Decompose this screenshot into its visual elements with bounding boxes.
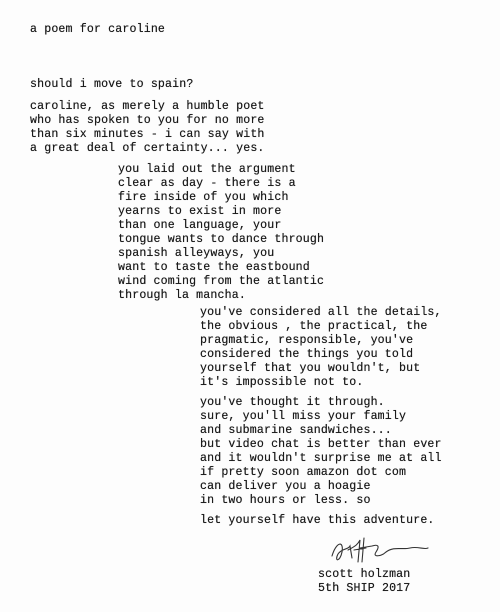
stanza-line: clear as day - there is a	[118, 177, 296, 190]
stanza-line: a great deal of certainty... yes.	[30, 142, 265, 155]
stanza-line: can deliver you a hoagie	[200, 480, 371, 493]
stanza-line: pragmatic, responsible, you've	[200, 334, 414, 347]
stanza-3	[200, 306, 442, 390]
stanza-line: the obvious , the practical, the	[200, 320, 428, 333]
stanza-line: you laid out the argument	[118, 163, 296, 176]
stanza-line: in two hours or less. so	[200, 494, 371, 507]
handwritten-signature	[328, 532, 432, 568]
stanza-line: if pretty soon amazon dot com	[200, 466, 407, 479]
closing-line: let yourself have this adventure.	[200, 514, 435, 527]
stanza-line: spanish alleyways, you	[118, 247, 275, 260]
stanza-1	[30, 100, 265, 156]
stanza-line: caroline, as merely a humble poet	[30, 100, 265, 113]
stanza-line: tongue wants to dance through	[118, 233, 325, 246]
stanza-line: yourself that you wouldn't, but	[200, 362, 421, 375]
stanza-4	[200, 396, 442, 508]
stanza-line: it's impossible not to.	[200, 376, 364, 389]
stanza-line: fire inside of you which	[118, 191, 289, 204]
stanza-line: sure, you'll miss your family	[200, 410, 407, 423]
poem-title: a poem for caroline	[30, 23, 166, 36]
stanza-line: considered the things you told	[200, 348, 414, 361]
stanza-line: yearns to exist in more	[118, 205, 282, 218]
dateline: 5th SHIP 2017	[318, 582, 411, 595]
stanza-line: than six minutes - i can say with	[30, 128, 265, 141]
stanza-2	[118, 163, 324, 303]
author-name: scott holzman	[318, 568, 411, 581]
stanza-line: and it wouldn't surprise me at all	[200, 452, 442, 465]
stanza-line: than one language, your	[118, 219, 282, 232]
stanza-line: you've thought it through.	[200, 396, 385, 409]
stanza-line: and submarine sandwiches...	[200, 424, 392, 437]
stanza-line: you've considered all the details,	[200, 306, 442, 319]
stanza-line: who has spoken to you for no more	[30, 114, 265, 127]
stanza-line: want to taste the eastbound	[118, 261, 310, 274]
stanza-line: through la mancha.	[118, 289, 246, 302]
opening-question: should i move to spain?	[30, 78, 194, 91]
stanza-line: wind coming from the atlantic	[118, 275, 325, 288]
stanza-line: but video chat is better than ever	[200, 438, 442, 451]
